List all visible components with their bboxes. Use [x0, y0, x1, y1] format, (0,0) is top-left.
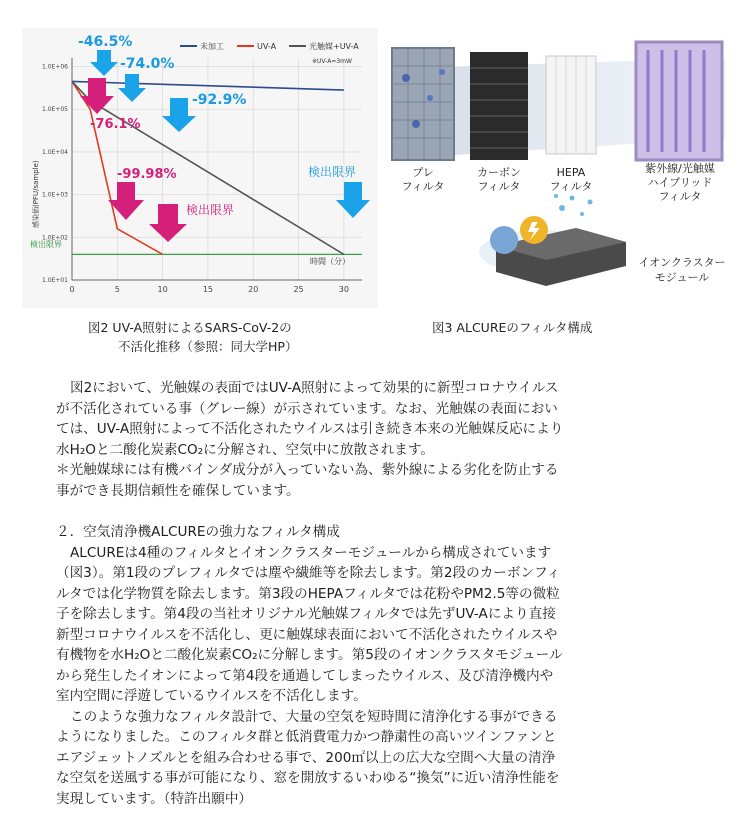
y-tick-label: 1.0E+05: [42, 106, 68, 114]
para2-line: 子を除去します。第4段の当社オリジナル光触媒フィルタでは先ずUV-Aにより直接: [56, 606, 556, 622]
uv-hybrid-filter-icon: [636, 42, 722, 160]
y-tick-label: 1.0E+01: [42, 277, 68, 284]
para2-line: 新型コロナウイルスを不活化し、更に触媒球表面において不活化されたウイルスや: [56, 626, 558, 643]
filter-diagram-svg: [386, 28, 736, 308]
pre-filter-label-line1: プレ: [412, 166, 434, 179]
annotation-92-9: -92.9%: [192, 92, 247, 108]
carbon-filter-label-line1: カーボン: [477, 166, 521, 179]
inactivation-chart-svg: [22, 28, 378, 308]
figure3-caption: 図3 ALCUREのフィルタ構成: [432, 320, 593, 335]
x-tick-label: 30: [338, 285, 349, 294]
y-tick-label: 1.0E+06: [42, 63, 68, 71]
annotation-46-5: -46.5%: [78, 34, 133, 50]
legend-label-uva: UV-A: [257, 42, 277, 51]
x-tick-label: 15: [202, 285, 214, 294]
para3-line: このような強力なフィルタ設計で、大量の空気を短時間に清浄化する事ができる: [70, 708, 558, 725]
filter-labels: [402, 161, 715, 203]
annotation-74-0: -74.0%: [120, 56, 175, 72]
para2-line: 室内空間に浮遊しているウイルスを不活化します。: [56, 688, 367, 704]
para1-line: が不活化されている事（グレー線）が示されています。なお、光触媒の表面におい: [56, 400, 558, 417]
x-axis-label: 時間（分）: [310, 257, 350, 266]
x-tick-label: 20: [248, 285, 259, 294]
para1-line: 事ができ長期信頼性を確保しています。: [56, 482, 300, 499]
annotation-99-98: -99.98%: [117, 167, 177, 182]
figure3-filter-diagram: [386, 28, 736, 308]
x-tick-label: 25: [293, 285, 304, 294]
x-tick-label: 10: [157, 285, 168, 294]
ion-module-label-line2: モジュール: [654, 271, 710, 284]
ion-cluster-module-icon: [479, 194, 626, 286]
y-tick-label: 1.0E+04: [42, 148, 68, 156]
detection-limit-axis-label: 検出限界: [30, 240, 62, 249]
para1-line: 図2において、光触媒の表面ではUV-A照射によって効果的に新型コロナウイルス: [70, 380, 559, 396]
section-2: [56, 522, 706, 809]
para1-line: ては、UV-A照射によって不活化されたウイルスは引き続き本来の光触媒反応により: [56, 421, 564, 437]
para3-line: な空気を送風する事が可能になり、窓を開放するいわゆる“換気”に近い清浄性能を: [56, 770, 560, 786]
figure2-caption: [88, 318, 297, 356]
para2-line: （図3）。第1段のプレフィルタでは塵や繊維等を除去します。第2段のカーボンフィ: [56, 565, 561, 581]
para3-line: 実現しています。（特許出願中）: [56, 790, 253, 807]
uv-filter-label-line3: フィルタ: [658, 190, 702, 203]
legend-note: ※UV-A=3mW: [312, 58, 352, 65]
figure2-caption-line1: 図2 UV-A照射によるSARS-CoV-2の: [88, 320, 292, 335]
annotation-detection-limit-magenta: 検出限界: [186, 203, 235, 217]
pre-filter-icon: [392, 48, 454, 160]
y-axis-label: 感染価(PFU/sample): [32, 160, 40, 228]
hepa-filter-label-line1: HEPA: [556, 166, 586, 179]
para1-line: 水H₂Oと二酸化炭素CO₂に分解され、空気中に放散されます。: [56, 441, 434, 458]
y-tick-label: 1.0E+03: [42, 191, 68, 199]
carbon-filter-icon: [470, 52, 528, 160]
annotation-detection-limit-blue: 検出限界: [308, 165, 357, 179]
carbon-filter-label-line2: フィルタ: [477, 180, 521, 193]
figure2-chart: [22, 28, 378, 308]
paragraph-1: [56, 378, 706, 501]
para2-line: ルタでは化学物質を除去します。第3段のHEPAフィルタでは花粉やPM2.5等の微粒: [56, 585, 560, 602]
para2-line: から発生したイオンによって第4段を通過してしまったウイルス、及び清浄機内や: [56, 667, 554, 684]
uv-filter-label-line1: 紫外線/光触媒: [645, 162, 715, 175]
para3-line: ようになりました。このフィルタ群と低消費電力かつ静粛性の高いツインファンと: [56, 729, 557, 745]
y-tick-label: 1.0E+02: [42, 234, 68, 242]
hepa-filter-icon: [546, 56, 596, 154]
para1-line: ＊光触媒球には有機バインダ成分が入っていない為、紫外線による劣化を防止する: [56, 462, 559, 478]
legend-label-photocatalyst: 光触媒+UV-A: [309, 42, 359, 51]
figure2-caption-line2: 不活化推移（参照：同大学HP）: [118, 339, 298, 354]
para2-line: ALCUREは4種のフィルタとイオンクラスターモジュールから構成されています: [70, 544, 552, 561]
section-title: ２．空気清浄機ALCUREの強力なフィルタ構成: [56, 524, 340, 540]
uv-filter-label-line2: ハイブリッド: [647, 176, 713, 189]
ion-module-label-line1: イオンクラスター: [638, 256, 726, 269]
para3-line: エアジェットノズルとを組み合わせる事で、200㎡以上の広大な空間へ大量の清浄: [56, 749, 556, 766]
annotation-76-1: -76.1%: [90, 117, 141, 132]
x-tick-label: 0: [69, 285, 75, 294]
pre-filter-label-line2: フィルタ: [401, 180, 445, 193]
x-tick-label: 5: [114, 285, 120, 294]
hepa-filter-label-line2: フィルタ: [549, 180, 593, 193]
para2-line: 有機物を水H₂Oと二酸化炭素CO₂に分解します。第5段のイオンクラスタモジュール: [56, 647, 563, 663]
legend-label-untreated: 未加工: [200, 42, 224, 51]
